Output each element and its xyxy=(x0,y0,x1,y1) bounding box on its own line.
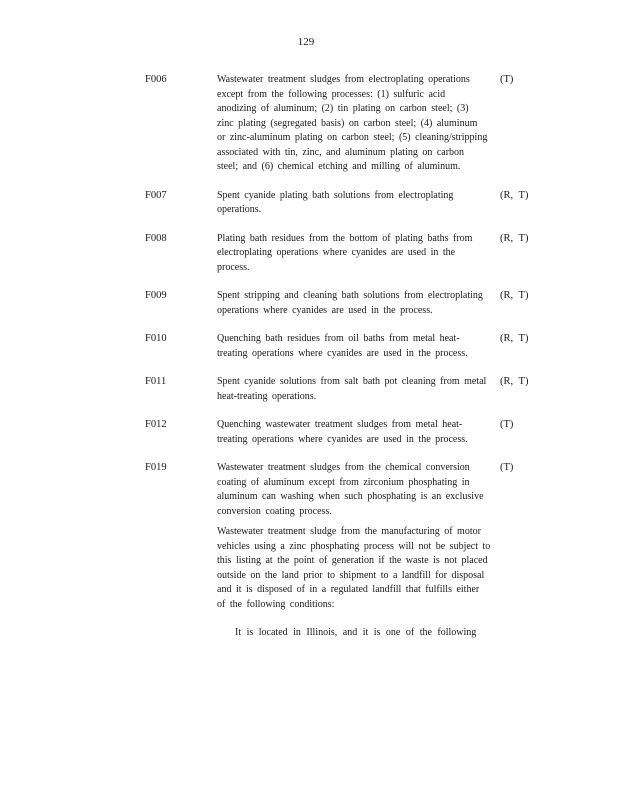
waste-listing xyxy=(0,73,618,655)
f019-exemption-note: Wastewater treatment sludge from the manufacturing of motor vehicles using a zinc phosphating process will not be subject to this listing at the point of generation if the waste is not placed outside on the land prior to shipment to a landfill for disposal and it is disposed of in a regulated landfill that fulfills either of the following conditions: xyxy=(217,526,491,610)
waste-code: F009 xyxy=(145,290,167,301)
waste-description: Wastewater treatment sludges from electroplating operations except from the following processes: (1) sulfuric acid anodizing of aluminum; (2) tin plating on carbon steel; (3) zinc plating (segregated basis) on carbon steel; (4) aluminum or zinc-aluminum plating on carbon steel; (5) cleaning/stripping associated with tin, zinc, and aluminum plating on carbon steel; and (6) chemical etching and milling of aluminum. xyxy=(217,74,488,172)
waste-code: F019 xyxy=(145,462,167,473)
waste-code: F011 xyxy=(145,376,167,387)
waste-code: F007 xyxy=(145,189,167,201)
hazard-code: (R, T) xyxy=(500,189,529,201)
hazard-code: (R, T) xyxy=(500,333,529,344)
waste-entry-f010 xyxy=(0,332,618,361)
waste-entry-f009 xyxy=(0,289,618,318)
waste-code: F006 xyxy=(145,74,167,85)
waste-description: Plating bath residues from the bottom of plating baths from electroplating operations where cyanides are used in the process. xyxy=(217,232,473,273)
waste-description: Quenching bath residues from oil baths from metal heat-treating operations where cyanides are used in the process. xyxy=(217,333,468,359)
waste-code: F008 xyxy=(145,232,167,244)
waste-entry-f006 xyxy=(0,73,618,175)
hazard-code: (R, T) xyxy=(500,290,529,301)
hazard-code: (R, T) xyxy=(500,232,529,244)
hazard-code: (T) xyxy=(500,74,514,85)
waste-code: F012 xyxy=(145,419,167,430)
waste-description: Spent stripping and cleaning bath solutions from electroplating operations where cyanides are used in the process. xyxy=(217,290,483,316)
hazard-code: (T) xyxy=(500,462,514,473)
waste-code: F010 xyxy=(145,333,167,344)
hazard-code: (R, T) xyxy=(500,376,529,387)
waste-description: Quenching wastewater treatment sludges from metal heat-treating operations where cyanides are used in the process. xyxy=(217,419,468,445)
f019-condition-intro: It is located in Illinois, and it is one of the following xyxy=(235,627,477,638)
waste-entry-f008 xyxy=(0,232,618,276)
waste-description: Spent cyanide solutions from salt bath pot cleaning from metal heat-treating operations. xyxy=(217,376,487,402)
page-number: 129 xyxy=(297,36,315,48)
waste-description: Wastewater treatment sludges from the chemical conversion coating of aluminum except from zirconium phosphating in aluminum can washing when such phosphating is an exclusive conversion coating process. xyxy=(217,462,484,517)
waste-entry-f011 xyxy=(0,375,618,404)
waste-entry-f007 xyxy=(0,189,618,218)
waste-description: Spent cyanide plating bath solutions from electroplating operations. xyxy=(217,189,454,215)
waste-entry-f012 xyxy=(0,418,618,447)
hazard-code: (T) xyxy=(500,419,514,430)
waste-entry-f019 xyxy=(0,461,618,641)
